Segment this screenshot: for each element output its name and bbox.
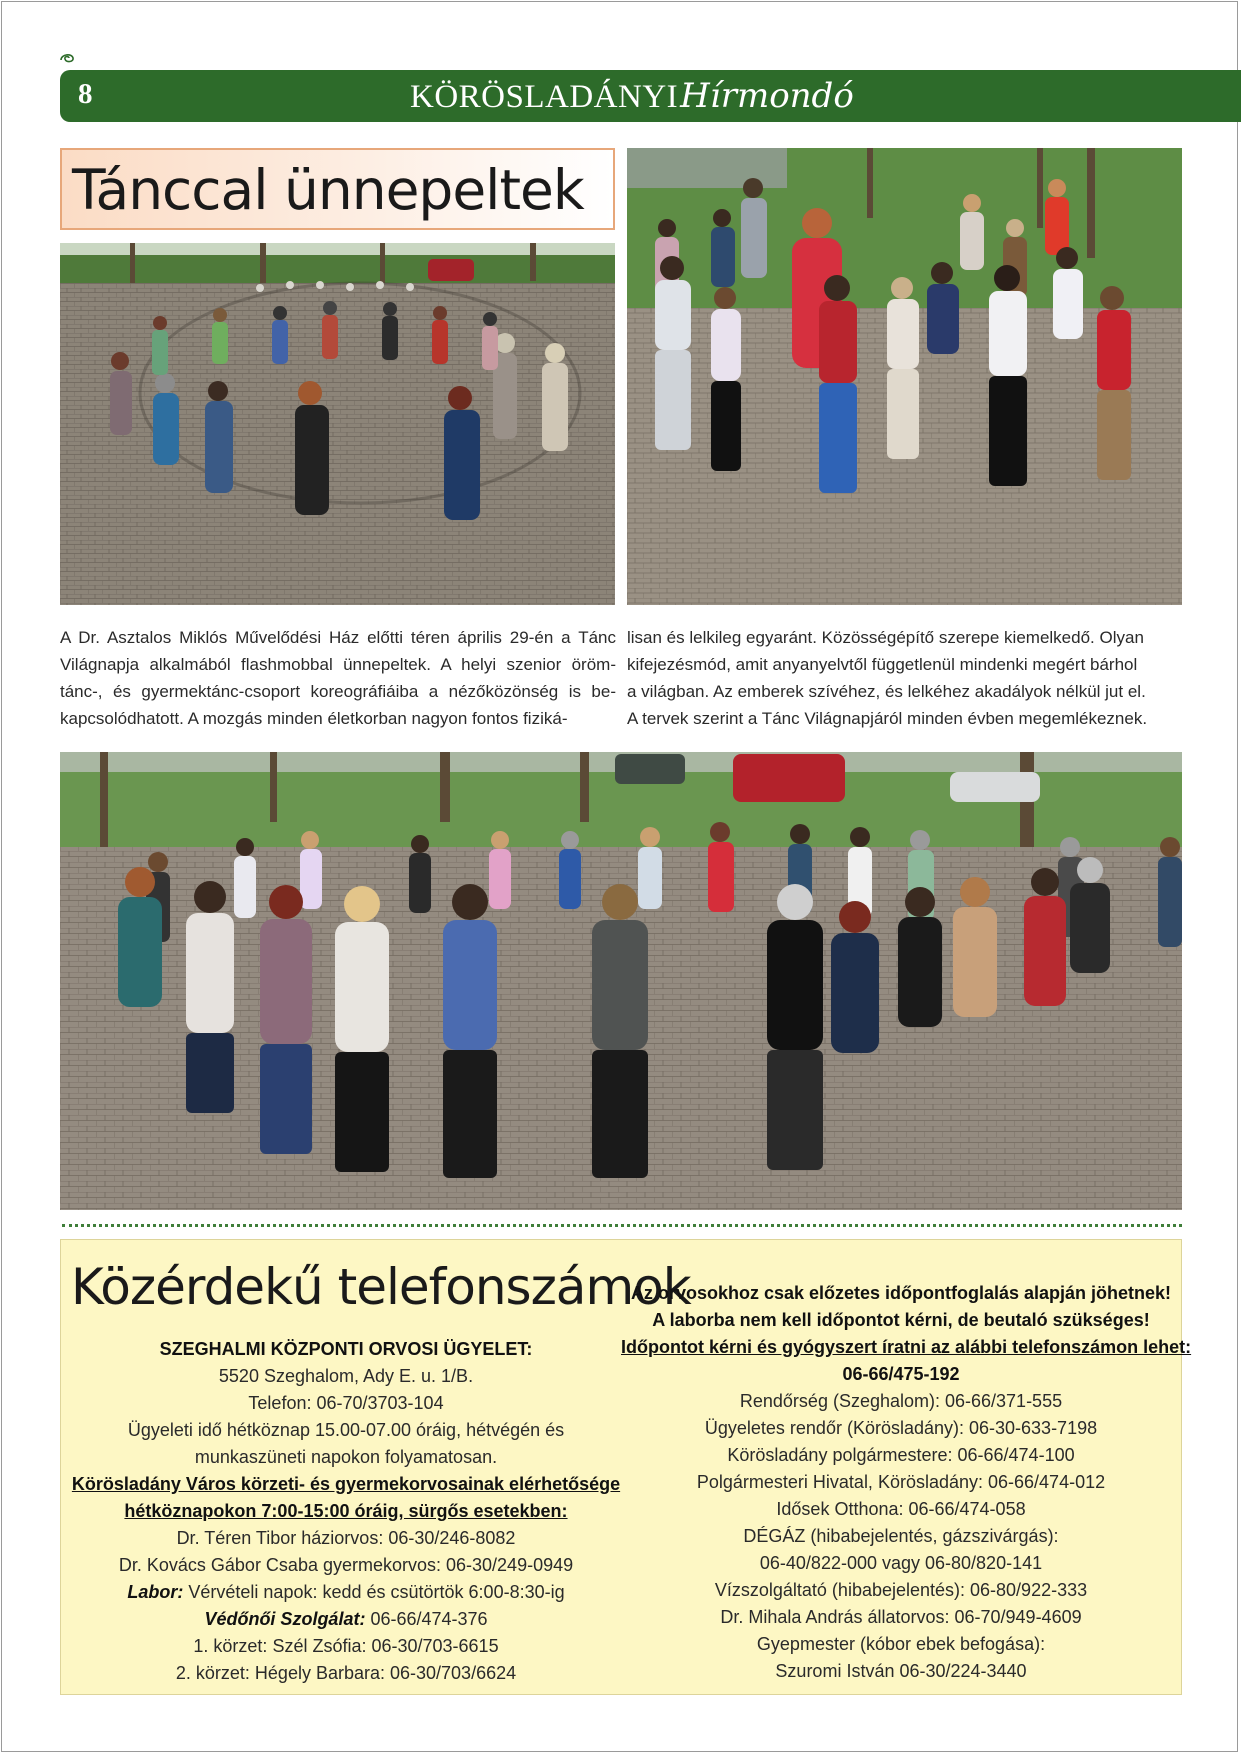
vedonoi-text: 06-66/474-376 (365, 1609, 488, 1629)
district-entry: 1. körzet: Szél Zsófia: 06-30/703-6615 (193, 1636, 499, 1656)
phone-entry: Körösladány polgármestere: 06-66/474-100 (727, 1445, 1075, 1465)
phone-entry: Polgármesteri Hivatal, Körösladány: 06-66/474-012 (696, 1472, 1106, 1492)
article-column-right (627, 624, 1183, 732)
masthead (410, 76, 854, 116)
labor-label: Labor: (127, 1582, 184, 1602)
page-number: 8 (78, 78, 93, 110)
labor-text: Vérvételi napok: kedd és csütörtök 6:00-8:30-ig (183, 1582, 565, 1602)
phone-entry: DÉGÁZ (hibabejelentés, gázszivárgás): (743, 1526, 1059, 1546)
appointment-phone-heading: Időpontot kérni és gyógyszert íratni az alábbi telefonszámon lehet: (621, 1337, 1192, 1357)
appointment-phone-number: 06-66/475-192 (842, 1364, 960, 1384)
article-line: A Dr. Asztalos Miklós Művelődési Ház előtti téren április 29-én a Tánc (60, 628, 616, 647)
phone-entry: Rendőrség (Szeghalom): 06-66/371-555 (739, 1391, 1063, 1411)
section-divider (62, 1224, 1182, 1227)
doctors-heading: Körösladány Város körzeti- és gyermekorvosainak elérhetősége (71, 1474, 621, 1494)
phone-column-left (66, 1336, 626, 1687)
phone-entry: Gyepmester (kóbor ebek befogása): (756, 1634, 1046, 1654)
phone-entry: Szuromi István 06-30/224-3440 (775, 1661, 1027, 1681)
photo-flashmob-circle (60, 752, 1182, 1210)
masthead-script-title: Hírmondó (680, 76, 854, 116)
on-call-address: 5520 Szeghalom, Ady E. u. 1/B. (218, 1366, 474, 1386)
vedonoi-label: Védőnői Szolgálat: (204, 1609, 366, 1629)
article-line: lisan és lelkileg egyaránt. Közösségépítő szerepe kiemelkedő. Olyan (627, 628, 1144, 647)
vedonoi-entry (66, 1606, 626, 1633)
labor-entry (66, 1579, 626, 1606)
doctor-entry: Dr. Kovács Gábor Csaba gyermekorvos: 06-30/249-0949 (118, 1555, 574, 1575)
phone-entry: 06-40/822-000 vagy 06-80/820-141 (759, 1553, 1043, 1573)
doctor-entry: Dr. Téren Tibor háziorvos: 06-30/246-8082 (176, 1528, 516, 1548)
masthead-title: KÖRÖSLADÁNYI (410, 79, 679, 115)
article-line: kifejezésmód, amit anyanyelvtől függetlenül mindenki megért bárhol (627, 655, 1138, 674)
swirl-ornament-icon (58, 51, 78, 65)
on-call-heading: SZEGHALMI KÖZPONTI ORVOSI ÜGYELET: (159, 1339, 533, 1359)
appointment-notice: Az orvosokhoz csak előzetes időpontfoglalás alapján jöhetnek! (630, 1283, 1172, 1303)
doctors-heading: hétköznapokon 7:00-15:00 óráig, sürgős esetekben: (124, 1501, 568, 1521)
phone-entry: Ügyeletes rendőr (Körösladány): 06-30-633-7198 (704, 1418, 1098, 1438)
phone-entry: Idősek Otthona: 06-66/474-058 (776, 1499, 1026, 1519)
article-line: Világnapja alkalmából flashmobbal ünnepeltek. A helyi szenior öröm- (60, 655, 616, 674)
article-title: Tánccal ünnepeltek (72, 158, 584, 222)
article-line: a világban. Az emberek szívéhez, és lelkéhez akadályok nélkül jut el. (627, 682, 1146, 701)
article-title-box (60, 148, 615, 230)
article-line: tánc-, és gyermektánc-csoport koreográfiáiba a nézőközönség is be- (60, 682, 616, 701)
article-column-left (60, 624, 616, 732)
photo-children-dancers (627, 148, 1182, 605)
article-line: A tervek szerint a Tánc Világnapjáról minden évben megemlékeznek. (627, 709, 1148, 728)
phone-numbers-title: Közérdekű telefonszámok (71, 1258, 691, 1316)
labor-notice: A laborba nem kell időpontot kérni, de beutaló szükséges! (652, 1310, 1150, 1330)
phone-entry: Vízszolgáltató (hibabejelentés): 06-80/922-333 (714, 1580, 1088, 1600)
photo-senior-dancers (60, 243, 615, 605)
on-call-phone: Telefon: 06-70/3703-104 (248, 1393, 444, 1413)
district-entry: 2. körzet: Hégely Barbara: 06-30/703/6624 (175, 1663, 517, 1683)
header-bar (60, 70, 1241, 122)
on-call-hours: Ügyeleti idő hétköznap 15.00-07.00 óráig, hétvégén és (127, 1420, 565, 1440)
article-line: kapcsolódhatott. A mozgás minden életkorban nagyon fontos fiziká- (60, 709, 568, 728)
on-call-hours: munkaszüneti napokon folyamatosan. (194, 1447, 498, 1467)
phone-column-right (621, 1280, 1192, 1685)
phone-entry: Dr. Mihala András állatorvos: 06-70/949-4609 (720, 1607, 1082, 1627)
phone-numbers-box (60, 1239, 1192, 1695)
